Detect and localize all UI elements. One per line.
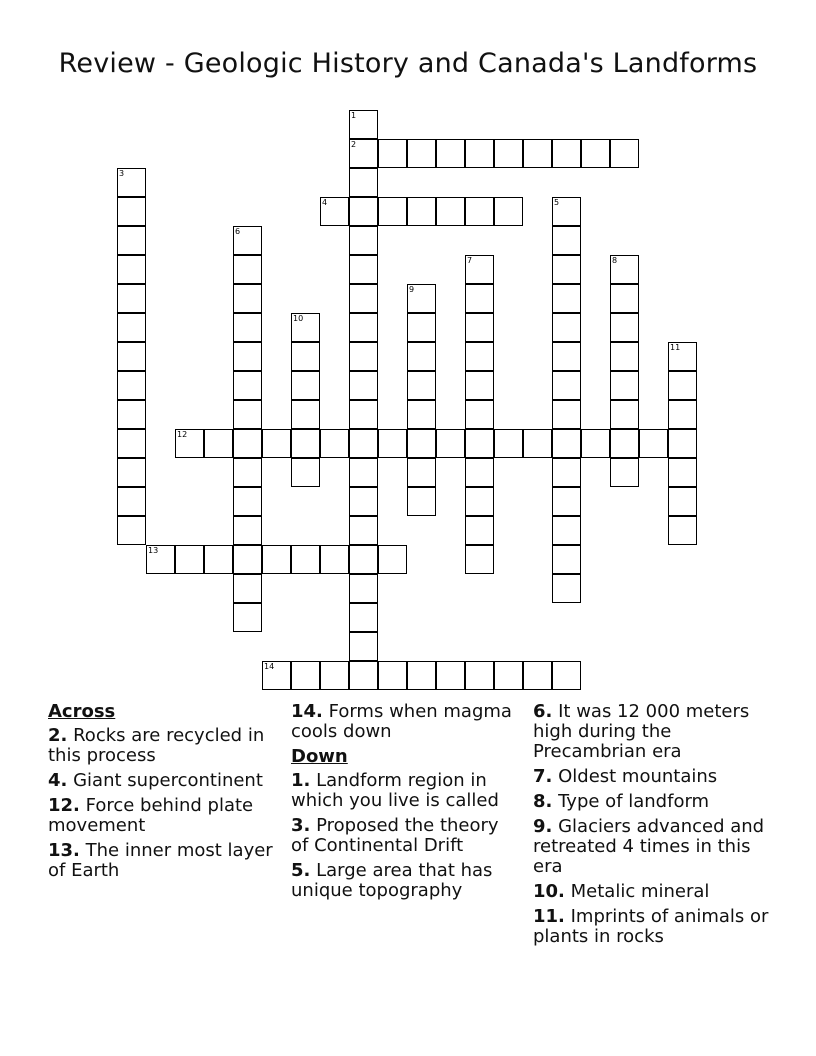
grid-cell[interactable] xyxy=(378,197,407,226)
grid-cell[interactable] xyxy=(349,400,378,429)
grid-cell[interactable] xyxy=(668,516,697,545)
grid-cell[interactable] xyxy=(610,400,639,429)
grid-cell[interactable] xyxy=(465,516,494,545)
grid-cell[interactable] xyxy=(291,545,320,574)
grid-cell[interactable] xyxy=(610,458,639,487)
grid-cell[interactable] xyxy=(349,342,378,371)
grid-cell[interactable] xyxy=(291,429,320,458)
clue-down-3: 3. Proposed the theory of Continental Drift xyxy=(291,815,499,856)
grid-cell[interactable] xyxy=(262,429,291,458)
grid-cell[interactable] xyxy=(407,487,436,516)
grid-cell[interactable] xyxy=(233,603,262,632)
grid-cell[interactable] xyxy=(465,545,494,574)
grid-cell[interactable] xyxy=(436,429,465,458)
grid-cell[interactable] xyxy=(291,371,320,400)
grid-cell[interactable] xyxy=(349,197,378,226)
grid-cell[interactable] xyxy=(349,255,378,284)
clue-number-label: 6 xyxy=(235,227,241,236)
grid-cell[interactable] xyxy=(552,458,581,487)
grid-cell[interactable] xyxy=(465,371,494,400)
grid-cell[interactable] xyxy=(465,400,494,429)
grid-cell[interactable] xyxy=(349,284,378,313)
clue-number-label: 14 xyxy=(264,662,275,671)
grid-cell[interactable] xyxy=(233,458,262,487)
grid-cell[interactable] xyxy=(233,284,262,313)
grid-cell[interactable] xyxy=(465,487,494,516)
grid-cell[interactable] xyxy=(407,197,436,226)
clue-number-label: 2 xyxy=(351,140,357,149)
grid-cell[interactable] xyxy=(233,371,262,400)
grid-cell[interactable] xyxy=(407,458,436,487)
down-heading: Down xyxy=(291,746,348,767)
clue-number-label: 12 xyxy=(177,430,188,439)
grid-cell[interactable] xyxy=(523,429,552,458)
grid-cell[interactable] xyxy=(610,371,639,400)
grid-cell[interactable] xyxy=(436,661,465,690)
clue-down-6: 6. It was 12 000 meters high during the Precambrian era xyxy=(533,701,750,762)
grid-cell[interactable] xyxy=(407,371,436,400)
grid-cell[interactable] xyxy=(233,516,262,545)
grid-cell[interactable] xyxy=(552,313,581,342)
grid-cell[interactable] xyxy=(349,632,378,661)
grid-cell[interactable] xyxy=(349,487,378,516)
grid-cell[interactable] xyxy=(233,342,262,371)
grid-cell[interactable] xyxy=(349,603,378,632)
grid-cell[interactable] xyxy=(639,429,668,458)
grid-cell[interactable] xyxy=(494,139,523,168)
clue-number-label: 9 xyxy=(409,285,415,294)
clue-down-10: 10. Metalic mineral xyxy=(533,881,710,902)
grid-cell[interactable] xyxy=(349,226,378,255)
clues-column-2 xyxy=(291,702,521,906)
grid-cell[interactable] xyxy=(349,313,378,342)
grid-cell[interactable] xyxy=(552,371,581,400)
grid-cell[interactable] xyxy=(349,516,378,545)
clue-number-label: 10 xyxy=(293,314,304,323)
grid-cell[interactable] xyxy=(610,342,639,371)
grid-cell[interactable] xyxy=(407,429,436,458)
grid-cell[interactable] xyxy=(610,284,639,313)
grid-cell[interactable] xyxy=(204,429,233,458)
clues-column-3 xyxy=(533,702,773,952)
grid-cell[interactable] xyxy=(407,400,436,429)
grid-cell[interactable] xyxy=(668,371,697,400)
grid-cell[interactable] xyxy=(494,197,523,226)
grid-cell[interactable] xyxy=(552,139,581,168)
grid-cell[interactable] xyxy=(610,429,639,458)
grid-cell[interactable] xyxy=(523,139,552,168)
grid-cell[interactable] xyxy=(552,400,581,429)
clue-number-label: 4 xyxy=(322,198,328,207)
grid-cell[interactable] xyxy=(465,429,494,458)
clue-down-5: 5. Large area that has unique topography xyxy=(291,860,493,901)
grid-cell[interactable] xyxy=(117,429,146,458)
grid-cell[interactable] xyxy=(465,342,494,371)
grid-cell[interactable] xyxy=(117,255,146,284)
grid-cell[interactable] xyxy=(320,661,349,690)
clue-down-9: 9. Glaciers advanced and retreated 4 times in this era xyxy=(533,816,765,877)
grid-cell[interactable] xyxy=(117,400,146,429)
grid-cell[interactable] xyxy=(262,545,291,574)
grid-cell[interactable] xyxy=(552,255,581,284)
grid-cell[interactable] xyxy=(494,429,523,458)
grid-cell[interactable] xyxy=(378,661,407,690)
clue-number-label: 5 xyxy=(554,198,560,207)
grid-cell[interactable] xyxy=(233,313,262,342)
clue-number-label: 11 xyxy=(670,343,681,352)
grid-cell[interactable] xyxy=(349,545,378,574)
grid-cell[interactable] xyxy=(349,429,378,458)
grid-cell[interactable] xyxy=(552,574,581,603)
grid-cell[interactable] xyxy=(349,661,378,690)
grid-cell[interactable] xyxy=(436,139,465,168)
grid-cell[interactable] xyxy=(117,516,146,545)
clue-number-label: 7 xyxy=(467,256,473,265)
across-heading: Across xyxy=(48,701,116,722)
page-title: Review - Geologic History and Canada's Landforms xyxy=(58,48,758,79)
grid-cell[interactable] xyxy=(117,226,146,255)
clue-across-2: 2. Rocks are recycled in this process xyxy=(48,725,265,766)
clue-down-7: 7. Oldest mountains xyxy=(533,766,718,787)
grid-cell[interactable] xyxy=(291,458,320,487)
grid-cell[interactable] xyxy=(581,429,610,458)
grid-cell[interactable] xyxy=(668,487,697,516)
grid-cell[interactable] xyxy=(465,139,494,168)
clue-down-1: 1. Landform region in which you live is called xyxy=(291,770,499,811)
grid-cell[interactable] xyxy=(117,458,146,487)
grid-cell[interactable] xyxy=(552,226,581,255)
grid-cell[interactable] xyxy=(378,545,407,574)
grid-cell[interactable] xyxy=(117,284,146,313)
grid-cell[interactable] xyxy=(552,661,581,690)
grid-cell[interactable] xyxy=(610,313,639,342)
clue-number-label: 3 xyxy=(119,169,125,178)
grid-cell[interactable] xyxy=(117,313,146,342)
grid-cell[interactable] xyxy=(291,400,320,429)
clue-across-12: 12. Force behind plate movement xyxy=(48,795,254,836)
clue-across-14: 14. Forms when magma cools down xyxy=(291,701,512,742)
grid-cell[interactable] xyxy=(465,313,494,342)
grid-cell[interactable] xyxy=(320,545,349,574)
grid-cell[interactable] xyxy=(523,661,552,690)
grid-cell[interactable] xyxy=(117,197,146,226)
grid-cell[interactable] xyxy=(407,313,436,342)
clue-down-11: 11. Imprints of animals or plants in rocks xyxy=(533,906,769,947)
grid-cell[interactable] xyxy=(378,139,407,168)
grid-cell[interactable] xyxy=(407,342,436,371)
grid-cell[interactable] xyxy=(378,429,407,458)
grid-cell[interactable] xyxy=(407,661,436,690)
grid-cell[interactable] xyxy=(465,661,494,690)
grid-cell[interactable] xyxy=(552,429,581,458)
grid-cell[interactable] xyxy=(668,429,697,458)
grid-cell[interactable] xyxy=(552,516,581,545)
clues-column-1 xyxy=(48,702,278,886)
grid-cell[interactable] xyxy=(175,545,204,574)
grid-cell[interactable] xyxy=(233,487,262,516)
clue-number-label: 8 xyxy=(612,256,618,265)
grid-cell[interactable] xyxy=(291,661,320,690)
grid-cell[interactable] xyxy=(349,371,378,400)
grid-cell[interactable] xyxy=(320,429,349,458)
grid-cell[interactable] xyxy=(407,139,436,168)
grid-cell[interactable] xyxy=(117,342,146,371)
grid-cell[interactable] xyxy=(349,458,378,487)
grid-cell[interactable] xyxy=(465,458,494,487)
grid-cell[interactable] xyxy=(610,139,639,168)
grid-cell[interactable] xyxy=(494,661,523,690)
grid-cell[interactable] xyxy=(668,458,697,487)
grid-cell[interactable] xyxy=(436,197,465,226)
grid-cell[interactable] xyxy=(233,574,262,603)
grid-cell[interactable] xyxy=(117,487,146,516)
grid-cell[interactable] xyxy=(233,255,262,284)
clue-across-13: 13. The inner most layer of Earth xyxy=(48,840,273,881)
clue-number-label: 1 xyxy=(351,111,357,120)
grid-cell[interactable] xyxy=(233,429,262,458)
grid-cell[interactable] xyxy=(233,400,262,429)
grid-cell[interactable] xyxy=(581,139,610,168)
grid-cell[interactable] xyxy=(668,400,697,429)
grid-cell[interactable] xyxy=(552,487,581,516)
grid-cell[interactable] xyxy=(349,168,378,197)
grid-cell[interactable] xyxy=(204,545,233,574)
grid-cell[interactable] xyxy=(465,284,494,313)
clue-across-4: 4. Giant supercontinent xyxy=(48,770,263,791)
grid-cell[interactable] xyxy=(552,284,581,313)
grid-cell[interactable] xyxy=(117,371,146,400)
grid-cell[interactable] xyxy=(349,574,378,603)
grid-cell[interactable] xyxy=(291,342,320,371)
grid-cell[interactable] xyxy=(233,545,262,574)
grid-cell[interactable] xyxy=(465,197,494,226)
grid-cell[interactable] xyxy=(552,342,581,371)
clue-down-8: 8. Type of landform xyxy=(533,791,710,812)
clue-number-label: 13 xyxy=(148,546,159,555)
grid-cell[interactable] xyxy=(552,545,581,574)
